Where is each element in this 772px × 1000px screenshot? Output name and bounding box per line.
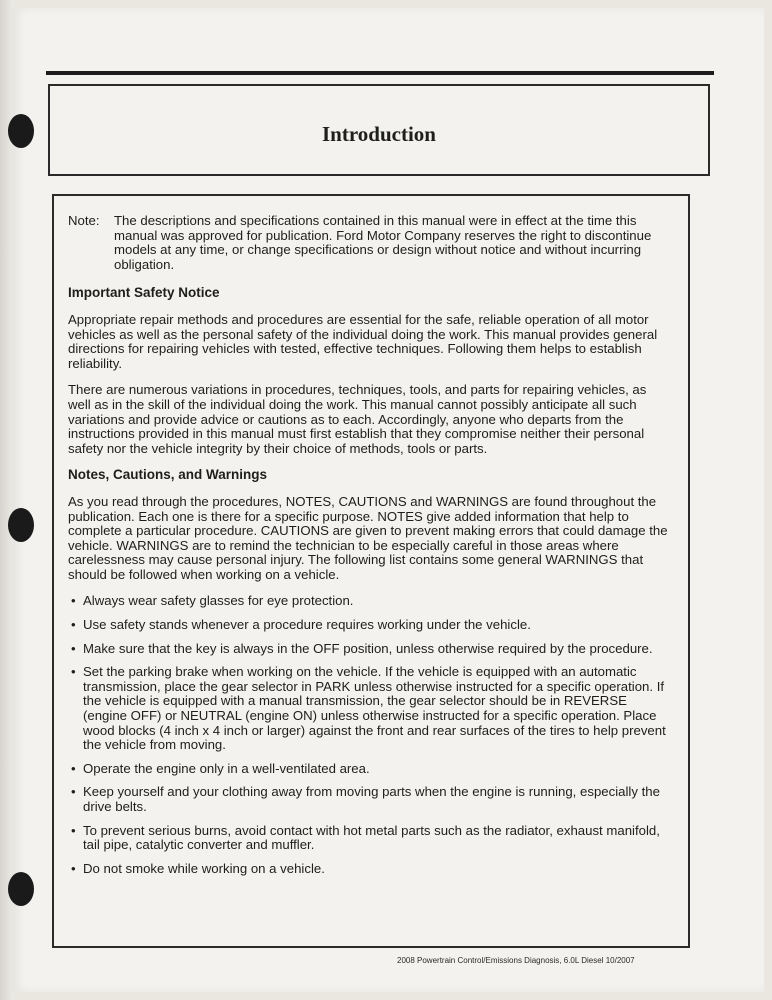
title-box [48,84,710,176]
page-title: Introduction [322,122,436,146]
note-text: The descriptions and specifications contained in this manual were in effect at the time this manual was approved for publication. Ford Motor Company reserves the right to discontinue models at any time, or change specifications or design without notice and without incurring obligation. [114,213,652,272]
safety-heading: Important Safety Notice [68,285,220,301]
list-item: • Do not smoke while working on a vehicle. [68,862,672,877]
list-item: • To prevent serious burns, avoid contact with hot metal parts such as the radiator, exhaust manifold, tail pipe, catalytic converter and muffler. [68,824,672,853]
safety-paragraph: Appropriate repair methods and procedures are essential for the safe, reliable operation of all motor vehicles as well as the personal safety of the individual doing the work. This manual provides general directions for repairing vehicles with tested, effective techniques. Following them helps to establish reliability. [68,311,658,371]
safety-paragraph: There are numerous variations in procedures, techniques, tools, and parts for repairing vehicles, as well as in the skill of the individual doing the work. This manual cannot possibly anticipate all such variations and provide advice or cautions as to each. Accordingly, anyone who departs from the instructions provided in this manual must first establish that they compromise neither their personal safety nor the vehicle integrity by their choice of methods, tools or parts. [68,382,647,456]
list-item: • Use safety stands whenever a procedure requires working under the vehicle. [68,618,672,633]
binder-hole [8,114,34,148]
list-item: • Operate the engine only in a well-ventilated area. [68,762,672,777]
header-rule [46,71,714,75]
notes-intro: As you read through the procedures, NOTES, CAUTIONS and WARNINGS are found throughout the publication. Each one is there for a specific purpose. NOTES give added information that help to complete a particular procedure. CAUTIONS are given to prevent making errors that could damage the vehicle. WARNINGS are to remind the technician to be especially careful in those areas where carelessness may cause personal injury. The following list contains some general WARNINGS that should be followed when working on a vehicle. [68,493,668,582]
note-label: Note: [68,213,100,228]
page-footer: 2008 Powertrain Control/Emissions Diagnosis, 6.0L Diesel 10/2007 [397,956,635,965]
binder-hole [8,872,34,906]
note-block [68,214,672,272]
notes-heading: Notes, Cautions, and Warnings [68,467,268,483]
list-item: • Make sure that the key is always in the OFF position, unless otherwise required by the procedure. [68,642,672,657]
binder-hole [8,508,34,542]
list-item: • Keep yourself and your clothing away from moving parts when the engine is running, especially the drive belts. [68,785,672,814]
warnings-list [68,594,672,876]
list-item: • Always wear safety glasses for eye protection. [68,594,672,609]
list-item: • Set the parking brake when working on the vehicle. If the vehicle is equipped with an automatic transmission, place the gear selector in PARK unless otherwise instructed for a specific operation. If the vehicle is equipped with a manual transmission, the gear selector should be in REVERSE (engine OFF) or NEUTRAL (engine ON) unless otherwise instructed for a specific operation. Place wood blocks (4 inch x 4 inch or larger) against the front and rear surfaces of the tires to help prevent the vehicle from moving. [68,665,672,753]
content-box [52,194,690,948]
